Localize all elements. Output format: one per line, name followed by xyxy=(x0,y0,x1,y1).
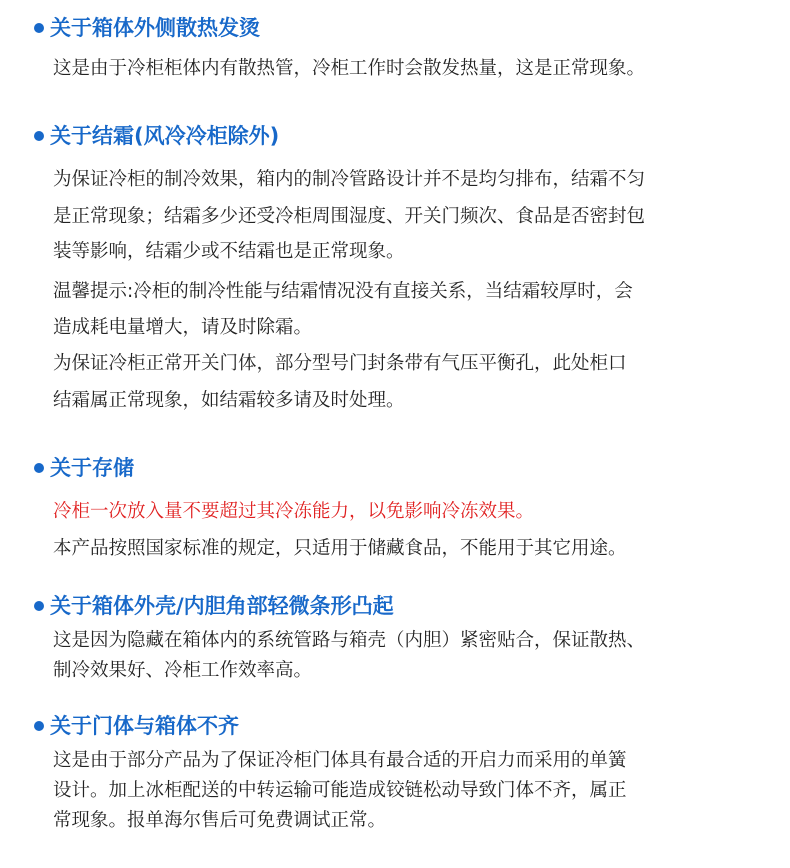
paragraph-line: 为保证冷柜正常开关门体，部分型号门封条带有气压平衡孔，此处柜口 xyxy=(53,353,627,374)
paragraph-line: 这是由于部分产品为了保证冷柜门体具有最合适的开启力而采用的单簧 xyxy=(53,750,627,771)
section-title: 关于结霜(风冷冷柜除外) xyxy=(50,124,280,148)
bullet-dot-icon xyxy=(34,23,44,33)
paragraph-line: 这是因为隐藏在箱体内的系统管路与箱壳（内胆）紧密贴合，保证散热、 xyxy=(53,630,646,651)
section-heading xyxy=(0,452,760,486)
bullet-dot-icon xyxy=(34,601,44,611)
paragraph-line: 装等影响，结霜少或不结霜也是正常现象。 xyxy=(53,241,405,262)
section-heading xyxy=(0,120,760,154)
warning-line: 冷柜一次放入量不要超过其冷冻能力，以免影响冷冻效果。 xyxy=(53,501,535,522)
section-heading xyxy=(0,12,760,46)
section-title: 关于存储 xyxy=(50,456,134,480)
bullet-dot-icon xyxy=(34,131,44,141)
paragraph-line: 是正常现象；结霜多少还受冷柜周围湿度、开关门频次、食品是否密封包 xyxy=(53,206,646,227)
paragraph-line: 这是由于冷柜柜体内有散热管，冷柜工作时会散发热量，这是正常现象。 xyxy=(53,58,646,79)
section-title: 关于箱体外侧散热发烫 xyxy=(50,16,260,40)
paragraph-line: 温馨提示:冷柜的制冷性能与结霜情况没有直接关系，当结霜较厚时，会 xyxy=(53,281,633,302)
section-title: 关于门体与箱体不齐 xyxy=(50,714,239,738)
section-heading xyxy=(0,710,760,744)
paragraph-line: 设计。加上冰柜配送的中转运输可能造成铰链松动导致门体不齐，属正 xyxy=(53,780,627,801)
paragraph-line: 制冷效果好、冷柜工作效率高。 xyxy=(53,660,313,681)
bullet-dot-icon xyxy=(34,463,44,473)
section-title: 关于箱体外壳/内胆角部轻微条形凸起 xyxy=(50,594,394,618)
paragraph-line: 本产品按照国家标准的规定，只适用于储藏食品，不能用于其它用途。 xyxy=(53,538,627,559)
paragraph-line: 结霜属正常现象，如结霜较多请及时处理。 xyxy=(53,390,405,411)
bullet-dot-icon xyxy=(34,721,44,731)
section-heading xyxy=(0,590,760,624)
paragraph-line: 为保证冷柜的制冷效果，箱内的制冷管路设计并不是均匀排布，结霜不匀 xyxy=(53,169,646,190)
paragraph-line: 常现象。报单海尔售后可免费调试正常。 xyxy=(53,810,387,831)
paragraph-line: 造成耗电量增大，请及时除霜。 xyxy=(53,317,313,338)
